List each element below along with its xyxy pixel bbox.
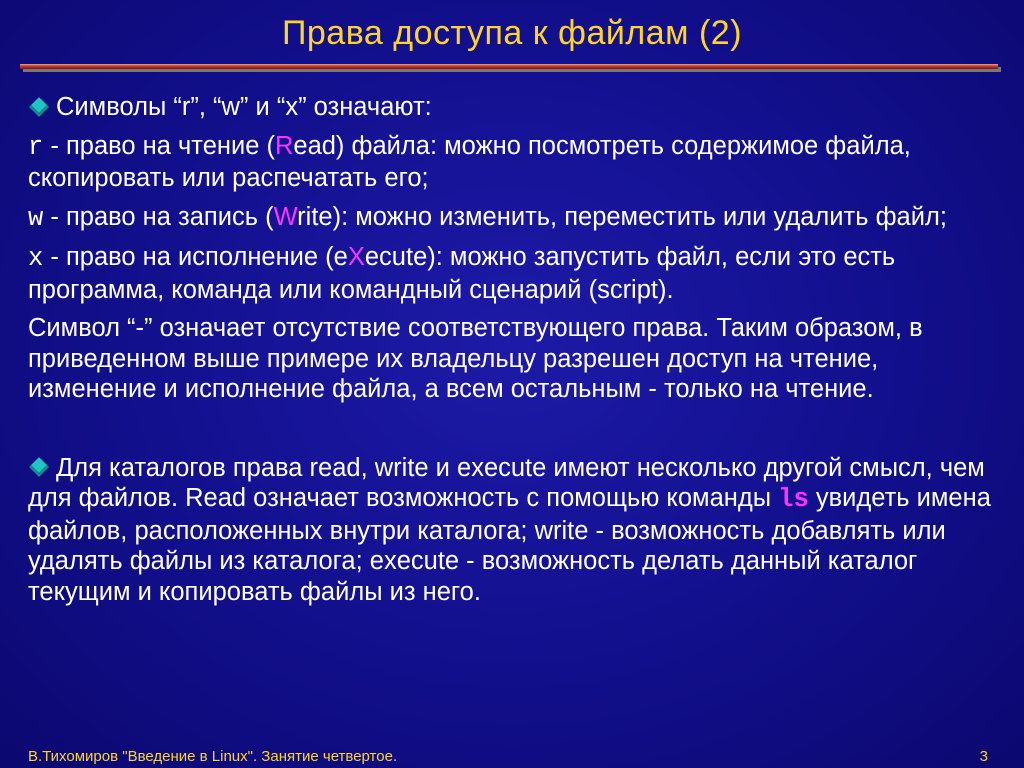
title-divider [20, 62, 1004, 74]
perm-w-text-b: rite): можно изменить, переместить или удалить файл; [297, 202, 947, 231]
bullet-item-directories [28, 453, 1000, 608]
symbols-intro-text: Символы “r”, “w” и “x” означают: [56, 93, 432, 121]
perm-w-definition [28, 202, 1000, 235]
slide-content [28, 92, 1000, 615]
perm-r-definition [28, 131, 1000, 194]
ls-command: ls [778, 485, 809, 514]
footer-page-number: 3 [979, 748, 988, 765]
dir-text-a: Для каталогов права read, write и execute имеют несколько другой смысл, чем для файлов. Read означает возможность с помощью команды [28, 453, 985, 512]
perm-x-text-b: ecute): можно запустить файл, если это есть программа, команда или командный сценарий (script). [28, 243, 896, 304]
perm-x-highlight: X [347, 243, 365, 271]
perm-r-symbol: r [28, 132, 44, 162]
perm-w-highlight: W [273, 202, 298, 231]
diamond-bullet-icon [29, 457, 49, 477]
bullet-item-symbols [28, 92, 1000, 123]
perm-r-text-a: - право на чтение ( [43, 131, 275, 160]
diamond-bullet-icon [29, 97, 49, 117]
perm-r-highlight: R [274, 131, 294, 160]
slide-title: Права доступа к файлам (2) [281, 14, 743, 52]
perm-w-text-a: - право на запись ( [43, 202, 274, 231]
perm-x-definition [28, 242, 1000, 305]
perm-r-text-b: ead) файла: можно посмотреть содержимое файла, скопировать или распечатать его; [28, 131, 911, 192]
dir-text-b: увидеть имена файлов, расположенных внутри каталога; write - возможность добавлять или удалять файлы из каталога; execute - возможность делать данный каталог текущим и копировать файлы из него. [28, 484, 991, 606]
perm-w-symbol: w [28, 203, 44, 233]
footer-course: В.Тихомиров "Введение в Linux". Занятие четвертое. [28, 748, 398, 765]
dash-symbol-paragraph: Символ “-” означает отсутствие соответствующего права. Таким образом, в приведенном выше примере их владельцу разрешен доступ на чтение, изменение и исполнение файла, а всем остальным - только на чтение. [28, 314, 923, 403]
perm-x-text-a: - право на исполнение (e [43, 243, 348, 271]
perm-x-symbol: x [28, 244, 44, 273]
